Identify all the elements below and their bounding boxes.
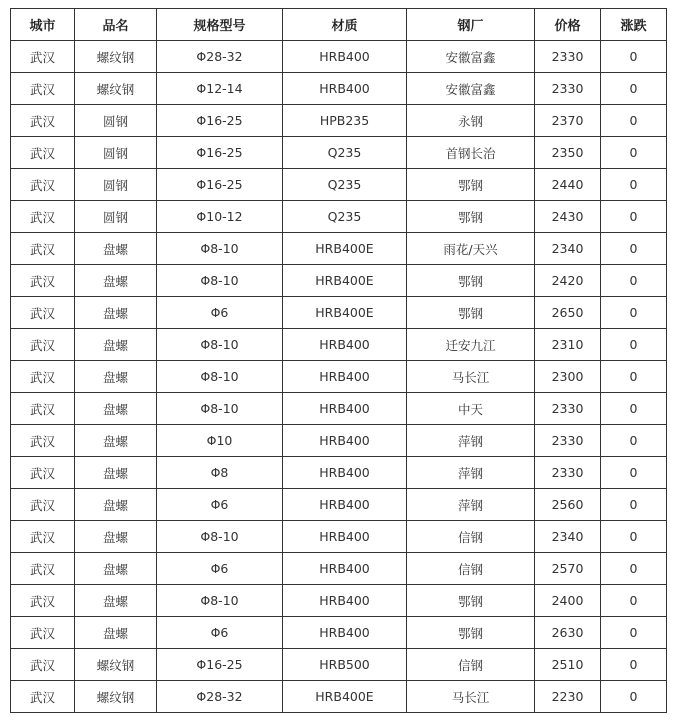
cell-price: 2570 [535,553,601,585]
cell-price: 2300 [535,361,601,393]
cell-city: 武汉 [11,105,75,137]
cell-spec: Φ6 [157,553,283,585]
cell-city: 武汉 [11,297,75,329]
cell-product: 盘螺 [75,585,157,617]
cell-city: 武汉 [11,137,75,169]
cell-change: 0 [601,169,667,201]
cell-price: 2340 [535,521,601,553]
cell-mill: 鄂钢 [407,201,535,233]
cell-mill: 鄂钢 [407,585,535,617]
cell-product: 圆钢 [75,137,157,169]
cell-change: 0 [601,393,667,425]
table-row [11,681,667,713]
cell-change: 0 [601,585,667,617]
table-row [11,425,667,457]
cell-product: 螺纹钢 [75,73,157,105]
cell-change: 0 [601,201,667,233]
cell-material: HRB400 [283,425,407,457]
cell-product: 螺纹钢 [75,681,157,713]
cell-product: 盘螺 [75,297,157,329]
table-row [11,105,667,137]
cell-mill: 安徽富鑫 [407,41,535,73]
cell-change: 0 [601,457,667,489]
cell-mill: 首钢长治 [407,137,535,169]
cell-mill: 鄂钢 [407,169,535,201]
header-change: 涨跌 [601,9,667,41]
cell-mill: 鄂钢 [407,617,535,649]
cell-product: 螺纹钢 [75,41,157,73]
table-row [11,137,667,169]
cell-price: 2430 [535,201,601,233]
cell-material: Q235 [283,137,407,169]
cell-change: 0 [601,297,667,329]
cell-spec: Φ16-25 [157,137,283,169]
cell-spec: Φ28-32 [157,681,283,713]
cell-price: 2330 [535,393,601,425]
table-row [11,361,667,393]
table-row [11,201,667,233]
cell-change: 0 [601,681,667,713]
header-price: 价格 [535,9,601,41]
cell-mill: 鄂钢 [407,265,535,297]
cell-material: HRB400 [283,73,407,105]
cell-product: 盘螺 [75,521,157,553]
cell-product: 盘螺 [75,265,157,297]
table-row [11,553,667,585]
cell-material: HRB400 [283,457,407,489]
cell-spec: Φ28-32 [157,41,283,73]
table-row [11,297,667,329]
cell-mill: 马长江 [407,361,535,393]
cell-product: 盘螺 [75,393,157,425]
table-row [11,521,667,553]
cell-change: 0 [601,361,667,393]
cell-spec: Φ8-10 [157,393,283,425]
header-city: 城市 [11,9,75,41]
cell-spec: Φ10 [157,425,283,457]
cell-price: 2650 [535,297,601,329]
cell-product: 圆钢 [75,201,157,233]
cell-product: 圆钢 [75,169,157,201]
cell-mill: 迁安九江 [407,329,535,361]
table-row [11,489,667,521]
cell-spec: Φ10-12 [157,201,283,233]
cell-city: 武汉 [11,681,75,713]
cell-material: HRB400 [283,521,407,553]
cell-product: 盘螺 [75,489,157,521]
header-spec: 规格型号 [157,9,283,41]
cell-price: 2560 [535,489,601,521]
cell-product: 圆钢 [75,105,157,137]
cell-city: 武汉 [11,585,75,617]
cell-city: 武汉 [11,553,75,585]
cell-change: 0 [601,137,667,169]
cell-change: 0 [601,617,667,649]
cell-spec: Φ8-10 [157,521,283,553]
table-row [11,457,667,489]
cell-city: 武汉 [11,521,75,553]
cell-city: 武汉 [11,393,75,425]
cell-price: 2350 [535,137,601,169]
cell-change: 0 [601,425,667,457]
cell-material: HPB235 [283,105,407,137]
cell-change: 0 [601,265,667,297]
cell-change: 0 [601,553,667,585]
cell-city: 武汉 [11,425,75,457]
cell-change: 0 [601,73,667,105]
cell-change: 0 [601,105,667,137]
cell-change: 0 [601,329,667,361]
cell-material: Q235 [283,201,407,233]
table-row [11,233,667,265]
cell-material: HRB400 [283,41,407,73]
cell-spec: Φ8 [157,457,283,489]
cell-mill: 永钢 [407,105,535,137]
cell-price: 2230 [535,681,601,713]
cell-material: HRB400 [283,361,407,393]
cell-city: 武汉 [11,361,75,393]
cell-change: 0 [601,41,667,73]
cell-city: 武汉 [11,329,75,361]
cell-material: HRB400 [283,617,407,649]
cell-material: HRB400E [283,297,407,329]
cell-spec: Φ8-10 [157,233,283,265]
cell-product: 盘螺 [75,425,157,457]
price-table [10,8,667,713]
cell-city: 武汉 [11,649,75,681]
cell-spec: Φ8-10 [157,265,283,297]
cell-price: 2330 [535,425,601,457]
table-row [11,393,667,425]
table-row [11,649,667,681]
cell-material: HRB400 [283,553,407,585]
cell-material: HRB400 [283,393,407,425]
cell-product: 盘螺 [75,329,157,361]
cell-mill: 马长江 [407,681,535,713]
cell-price: 2330 [535,457,601,489]
cell-spec: Φ12-14 [157,73,283,105]
cell-change: 0 [601,489,667,521]
header-mill: 钢厂 [407,9,535,41]
cell-mill: 萍钢 [407,425,535,457]
cell-price: 2310 [535,329,601,361]
cell-price: 2370 [535,105,601,137]
cell-city: 武汉 [11,169,75,201]
cell-change: 0 [601,649,667,681]
header-material: 材质 [283,9,407,41]
cell-material: Q235 [283,169,407,201]
cell-product: 盘螺 [75,553,157,585]
cell-spec: Φ6 [157,617,283,649]
cell-spec: Φ16-25 [157,105,283,137]
cell-mill: 安徽富鑫 [407,73,535,105]
cell-city: 武汉 [11,457,75,489]
cell-price: 2340 [535,233,601,265]
cell-material: HRB400E [283,681,407,713]
cell-mill: 信钢 [407,553,535,585]
cell-spec: Φ8-10 [157,329,283,361]
header-row [11,9,667,41]
cell-spec: Φ6 [157,489,283,521]
cell-spec: Φ16-25 [157,169,283,201]
table-row [11,617,667,649]
cell-price: 2330 [535,73,601,105]
cell-price: 2510 [535,649,601,681]
cell-city: 武汉 [11,617,75,649]
cell-material: HRB400 [283,585,407,617]
cell-mill: 萍钢 [407,457,535,489]
cell-product: 盘螺 [75,233,157,265]
cell-material: HRB500 [283,649,407,681]
cell-price: 2400 [535,585,601,617]
header-product: 品名 [75,9,157,41]
table-body [11,41,667,713]
cell-mill: 信钢 [407,649,535,681]
cell-spec: Φ6 [157,297,283,329]
cell-mill: 信钢 [407,521,535,553]
cell-change: 0 [601,521,667,553]
table-row [11,41,667,73]
cell-city: 武汉 [11,201,75,233]
cell-product: 盘螺 [75,617,157,649]
cell-material: HRB400 [283,329,407,361]
cell-spec: Φ8-10 [157,585,283,617]
table-row [11,329,667,361]
cell-price: 2440 [535,169,601,201]
table-row [11,73,667,105]
cell-product: 盘螺 [75,457,157,489]
cell-city: 武汉 [11,233,75,265]
cell-price: 2330 [535,41,601,73]
cell-change: 0 [601,233,667,265]
cell-mill: 鄂钢 [407,297,535,329]
cell-material: HRB400 [283,489,407,521]
cell-price: 2630 [535,617,601,649]
cell-city: 武汉 [11,265,75,297]
cell-product: 盘螺 [75,361,157,393]
cell-mill: 中天 [407,393,535,425]
cell-mill: 雨花/天兴 [407,233,535,265]
cell-product: 螺纹钢 [75,649,157,681]
cell-city: 武汉 [11,41,75,73]
cell-material: HRB400E [283,265,407,297]
cell-city: 武汉 [11,489,75,521]
cell-spec: Φ16-25 [157,649,283,681]
cell-price: 2420 [535,265,601,297]
cell-mill: 萍钢 [407,489,535,521]
table-row [11,585,667,617]
cell-material: HRB400E [283,233,407,265]
cell-city: 武汉 [11,73,75,105]
table-row [11,169,667,201]
cell-spec: Φ8-10 [157,361,283,393]
table-row [11,265,667,297]
